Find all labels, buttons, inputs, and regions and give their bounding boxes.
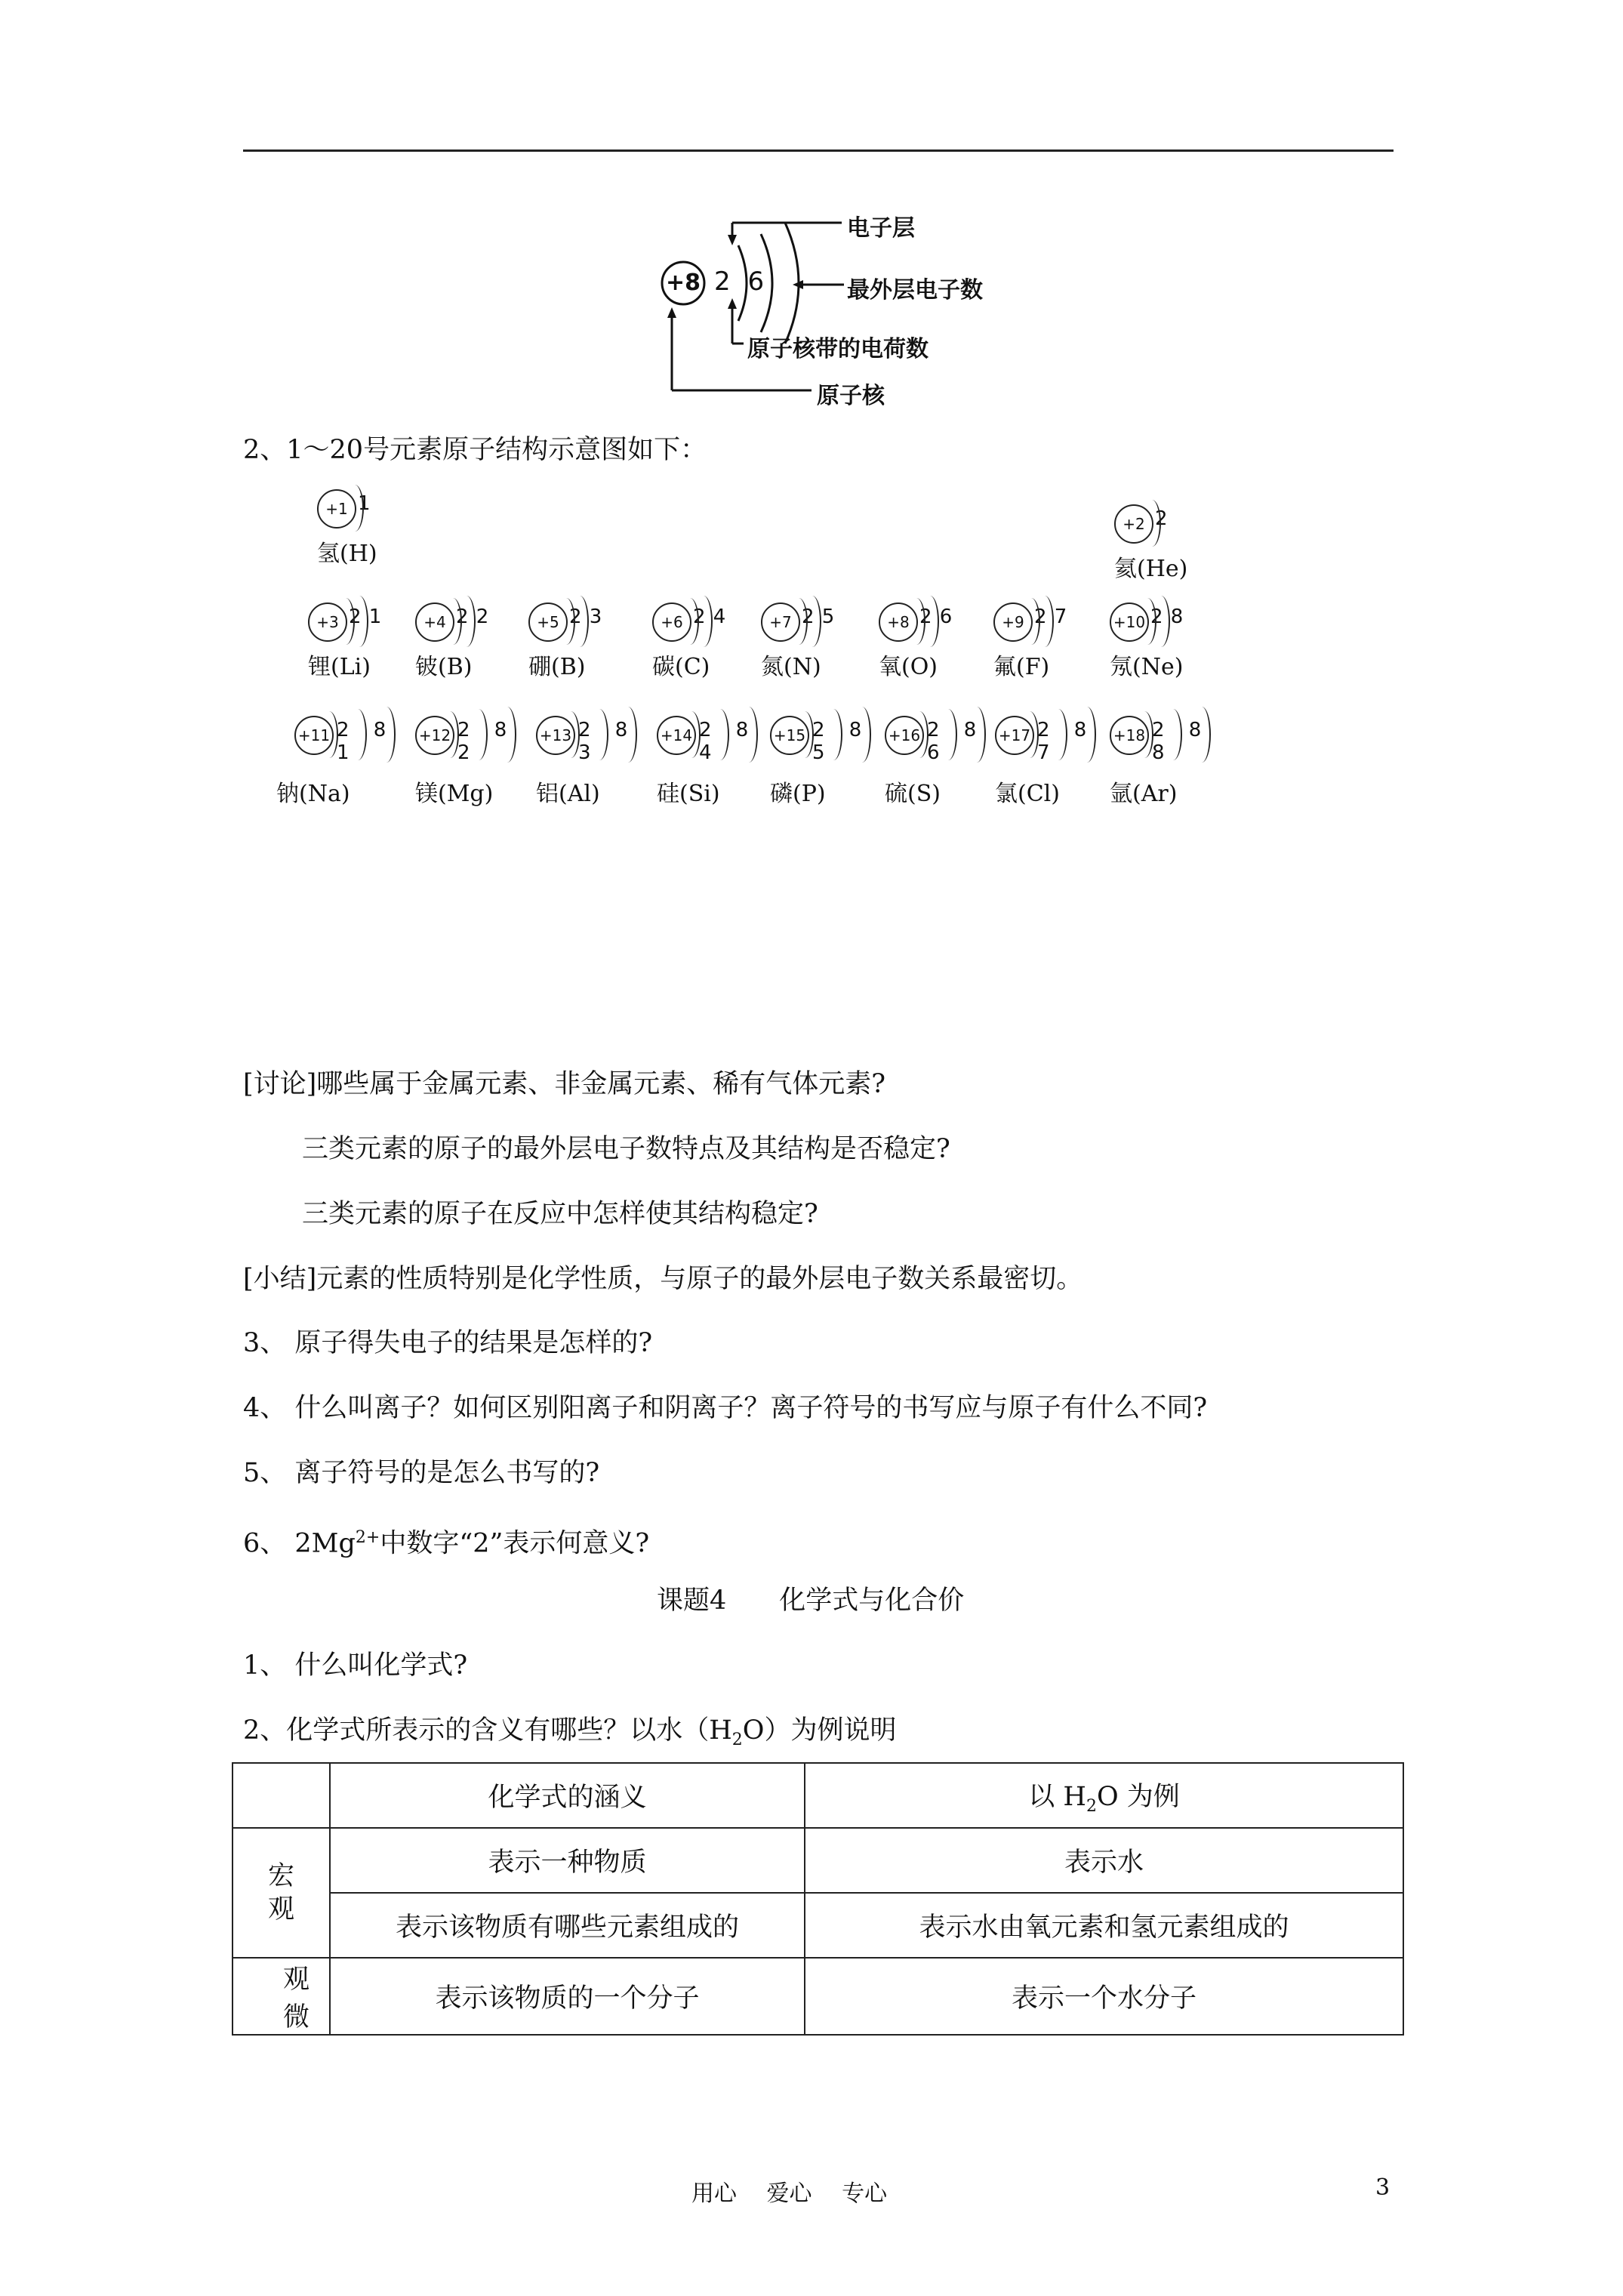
atom-nucleus: +17 [995, 716, 1034, 755]
macro-label: 宏 观 [233, 1828, 330, 1958]
atom-name: 磷(P) [770, 781, 826, 807]
micro-label: 观 微 [233, 1958, 330, 2035]
meaning-cell: 表示该物质的一个分子 [330, 1958, 805, 2035]
diagram-shell-numbers: 2 6 [714, 267, 769, 297]
topic-4-title: 课题4 化学式与化合价 [657, 1586, 965, 1616]
atom-name: 氮(N) [761, 654, 821, 680]
table-row [233, 1893, 1403, 1958]
table-row [233, 1828, 1403, 1893]
electron-shell-arc [562, 711, 580, 758]
electron-shell-arc [1049, 709, 1067, 760]
atom-b [528, 596, 657, 687]
page-number: 3 [1375, 2174, 1390, 2201]
atom-shells: 2 6 [919, 606, 953, 628]
atom-name: 氩(Ar) [1110, 781, 1178, 807]
atom-f [993, 596, 1122, 687]
atom-shells: 2 8 2 [457, 719, 516, 764]
atom-na [276, 710, 423, 807]
atom-diagrams-grid [276, 483, 1276, 823]
electron-shell-arc [346, 485, 364, 532]
atom-name: 硅(Si) [657, 781, 720, 807]
electron-shell-arc [1152, 596, 1170, 647]
electron-shell-arc [349, 709, 367, 760]
atom-si [657, 710, 785, 807]
electron-shell-arc [320, 711, 338, 758]
discussion-q3: 三类元素的原子在反应中怎样使其结构稳定? [302, 1199, 818, 1229]
label-electron-layer: 电子层 [847, 215, 915, 242]
discussion-q2: 三类元素的原子的最外层电子数特点及其结构是否稳定? [302, 1134, 950, 1164]
formula-meaning-table [232, 1762, 1404, 2036]
electron-shell-arc [619, 707, 637, 763]
atom-he [1114, 498, 1243, 589]
electron-shell-arc [377, 707, 396, 763]
atom-nucleus: +10 [1110, 603, 1149, 642]
atom-name: 硼(B) [528, 654, 586, 680]
electron-shell-arc [457, 596, 476, 647]
table-row [233, 1958, 1403, 2035]
atom-ne [1110, 596, 1238, 687]
electron-shell-arc [711, 709, 729, 760]
atom-name: 氦(He) [1114, 556, 1188, 582]
question-5: 5、 离子符号的是怎么书写的? [243, 1458, 600, 1488]
electron-shell-arc [441, 711, 459, 758]
atom-ar [1110, 710, 1238, 807]
atom-shells: 2 8 8 [1152, 719, 1211, 764]
discussion-q1: [讨论]哪些属于金属元素、非金属元素、稀有气体元素? [243, 1069, 886, 1099]
question-4: 4、 什么叫离子？如何区别阳离子和阴离子？离子符号的书写应与原子有什么不同? [243, 1393, 1208, 1423]
atom-s [885, 710, 1013, 807]
atom-name: 镁(Mg) [415, 781, 494, 807]
electron-shell-arc [796, 711, 814, 758]
atom-n [761, 596, 889, 687]
atom-nucleus: +12 [415, 716, 454, 755]
atom-name: 锂(Li) [308, 654, 371, 680]
atom-shells: 2 5 [802, 606, 836, 628]
atom-nucleus: +15 [770, 716, 809, 755]
header-meaning: 化学式的涵义 [330, 1763, 805, 1828]
atom-shells: 2 8 3 [578, 719, 637, 764]
atom-shells: 2 [1155, 507, 1169, 530]
header-example: 以 $H_2O$ 为例 [805, 1763, 1403, 1828]
meaning-cell: 表示该物质有哪些元素组成的 [330, 1893, 805, 1958]
atom-nucleus: +1 [317, 489, 356, 529]
electron-shell-arc [740, 707, 758, 763]
atom-cl [995, 710, 1123, 807]
electron-shell-arc [1164, 709, 1182, 760]
atom-shells: 2 8 1 [337, 719, 396, 764]
electron-shell-arc [968, 707, 986, 763]
table-header-row [233, 1763, 1403, 1828]
atom-nucleus: +8 [879, 603, 918, 642]
atom-be [415, 596, 544, 687]
atom-p [770, 710, 898, 807]
meaning-cell: 表示一种物质 [330, 1828, 805, 1893]
atom-name: 氯(Cl) [995, 781, 1060, 807]
electron-shell-arc [1021, 711, 1039, 758]
atom-nucleus: +4 [415, 603, 454, 642]
electron-shell-arc [571, 596, 589, 647]
electron-shell-arc [682, 711, 701, 758]
atom-nucleus: +14 [657, 716, 696, 755]
example-cell: 表示一个水分子 [805, 1958, 1403, 2035]
question-6: 6、 $2Mg^{2+}$中数字“2”表示何意义? [243, 1528, 650, 1559]
atom-o [879, 596, 1007, 687]
atom-shells: 2 8 7 [1037, 719, 1096, 764]
atom-name: 氟(F) [993, 654, 1050, 680]
electron-shell-arc [853, 707, 871, 763]
atom-name: 硫(S) [885, 781, 941, 807]
header-rule [243, 149, 1394, 152]
label-outer-electrons: 最外层电子数 [847, 277, 983, 304]
topic-4-q2: 2、化学式所表示的含义有哪些？以水$(H_2O)$为例说明 [243, 1715, 897, 1749]
atom-shells: 1 [358, 492, 371, 515]
example-cell: 表示水 [805, 1828, 1403, 1893]
electron-shell-arc [824, 709, 842, 760]
electron-shell-arc [470, 709, 488, 760]
electron-shell-arc [910, 711, 929, 758]
electron-shell-arc [939, 709, 957, 760]
atom-name: 碳(C) [652, 654, 710, 680]
atom-shells: 2 8 5 [812, 719, 871, 764]
topic-4-q1: 1、 什么叫化学式? [243, 1650, 468, 1681]
atom-name: 氢(H) [317, 541, 377, 567]
atom-nucleus: +18 [1110, 716, 1149, 755]
electron-shell-arc [1135, 711, 1153, 758]
atom-al [536, 710, 664, 807]
atom-shells: 2 8 6 [927, 719, 986, 764]
atom-nucleus: +9 [993, 603, 1033, 642]
label-nucleus-charge: 原子核带的电荷数 [747, 336, 929, 362]
electron-shell-arc [803, 596, 821, 647]
electron-shell-arc [921, 596, 939, 647]
atom-shells: 2 7 [1034, 606, 1068, 628]
label-nucleus: 原子核 [817, 383, 885, 409]
atom-name: 氧(O) [879, 654, 938, 680]
example-cell: 表示水由氧元素和氢元素组成的 [805, 1893, 1403, 1958]
atom-shells: 2 8 [1150, 606, 1184, 628]
atom-nucleus: +3 [308, 603, 347, 642]
footer-motto: 用心 爱心 专心 [691, 2180, 888, 2207]
electron-shell-arc [694, 596, 713, 647]
electron-shell-arc [1143, 500, 1161, 547]
question-3: 3、 原子得失电子的结果是怎样的? [243, 1328, 653, 1358]
section-2-title: 2、1～20号元素原子结构示意图如下： [243, 435, 707, 465]
atom-name: 铝(Al) [536, 781, 600, 807]
atom-structure-diagram [649, 193, 1004, 411]
electron-shell-arc [590, 709, 608, 760]
atom-nucleus: +13 [536, 716, 575, 755]
atom-shells: 2 2 [456, 606, 490, 628]
electron-shell-arc [1193, 707, 1211, 763]
atom-name: 铍(B) [415, 654, 473, 680]
atom-shells: 2 4 [693, 606, 727, 628]
electron-shell-arc [498, 707, 516, 763]
atom-nucleus: +6 [652, 603, 691, 642]
electron-shell-arc [350, 596, 368, 647]
atom-nucleus: +16 [885, 716, 924, 755]
atom-mg [415, 710, 544, 807]
atom-h [317, 483, 445, 574]
diagram-nucleus-charge: +8 [666, 270, 701, 296]
atom-name: 氖(Ne) [1110, 654, 1184, 680]
atom-nucleus: +11 [294, 716, 334, 755]
atom-shells: 2 8 4 [699, 719, 758, 764]
atom-nucleus: +7 [761, 603, 800, 642]
atom-shells: 2 3 [569, 606, 603, 628]
electron-shell-arc [1036, 596, 1054, 647]
summary: [小结]元素的性质特别是化学性质，与原子的最外层电子数关系最密切。 [243, 1264, 1083, 1294]
electron-shell-arc [1078, 707, 1096, 763]
atom-name: 钠(Na) [276, 781, 350, 807]
atom-shells: 2 1 [349, 606, 383, 628]
atom-nucleus: +2 [1114, 504, 1153, 544]
atom-nucleus: +5 [528, 603, 568, 642]
